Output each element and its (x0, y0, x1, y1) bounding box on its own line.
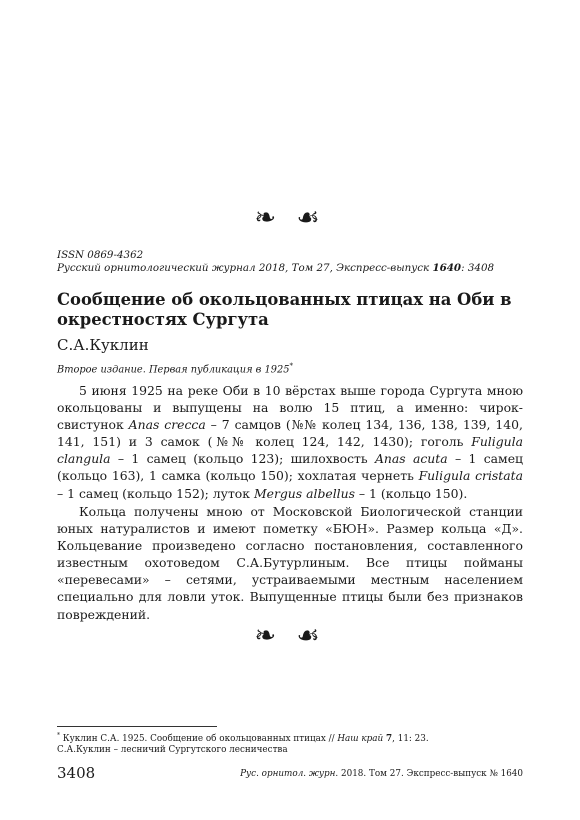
text-run: – 7 самцов (№№ колец 134, 136, 138, 139, 140, 141, 151) и 3 самок (№№ колец 124, 142, 1430); гоголь (57, 417, 523, 450)
page-range: : 3408 (461, 262, 495, 274)
footnote-source: Наш край (337, 733, 384, 744)
issn: ISSN 0869-4362 (57, 249, 144, 261)
article-title: Сообщение об окольцованных птицах на Оби в окрестностях Сургута (57, 290, 512, 329)
issue-number: 1640 (432, 262, 462, 274)
ornament-top: ❧ ☙ (254, 203, 326, 233)
text-run: 5 июня 1925 на реке Оби в 10 вёрстах выше города Сургута мною окольцованы и выпущены на волю 15 птиц, а именно: чирок-свистунок (57, 383, 523, 433)
journal-prefix: Русский орнитологический журнал 2018, Том 27, Экспресс-выпуск (57, 262, 433, 274)
footnote-volume: 7 (386, 733, 393, 744)
running-issue: 2018. Том 27. Экспресс-выпуск № 1640 (338, 769, 523, 779)
edition-note (57, 362, 293, 375)
page-number: 3408 (57, 764, 96, 782)
text-run: – 1 (кольцо 150). (354, 485, 468, 501)
running-journal: Рус. орнитол. журн. (240, 769, 339, 779)
species-name: Fuligula cristata (418, 468, 524, 484)
footnote-pages: , 11: 23. (392, 733, 429, 744)
text-run: – 1 самец (кольцо 163), 1 самка (кольцо 150); хохлатая чернеть (57, 451, 523, 484)
text-run: – 1 самец (кольцо 152); луток (57, 485, 254, 501)
journal-citation (57, 262, 494, 274)
footnote-1 (57, 732, 429, 744)
ornament-bottom: ❧ ☙ (254, 621, 326, 651)
species-name: Fuligula clangula (57, 434, 523, 467)
footnote-mark: * (57, 732, 60, 739)
species-name: Anas crecca (128, 417, 206, 433)
footnote-text: Куклин С.А. 1925. Сообщение об окольцованных птицах // (60, 733, 338, 744)
species-name: Anas acuta (374, 451, 448, 467)
edition-text: Второе издание. Первая публикация в 1925 (57, 364, 290, 376)
paragraph-1 (57, 382, 523, 502)
species-name: Mergus albellus (253, 485, 355, 501)
author: С.А.Куклин (57, 336, 149, 354)
footnote-2: С.А.Куклин – лесничий Сургутского лесничества (57, 745, 288, 755)
paragraph-2: Кольца получены мною от Московской Биологической станции юных натуралистов и имеют пометку «БЮН». Размер кольца «Д». Кольцевание произведено согласно постановления, составленного известным охотоведом С.А.Бутурлиным. Все птицы пойманы «перевесами» – сетями, устраиваемыми местным населением специально для ловли уток. Выпущенные птицы были без признаков повреждений. (57, 504, 523, 622)
running-footer (240, 769, 523, 779)
footnote-mark: * (289, 362, 293, 370)
footnote-divider (57, 726, 217, 727)
text-run: – 1 самец (кольцо 123); шилохвость (110, 451, 375, 467)
